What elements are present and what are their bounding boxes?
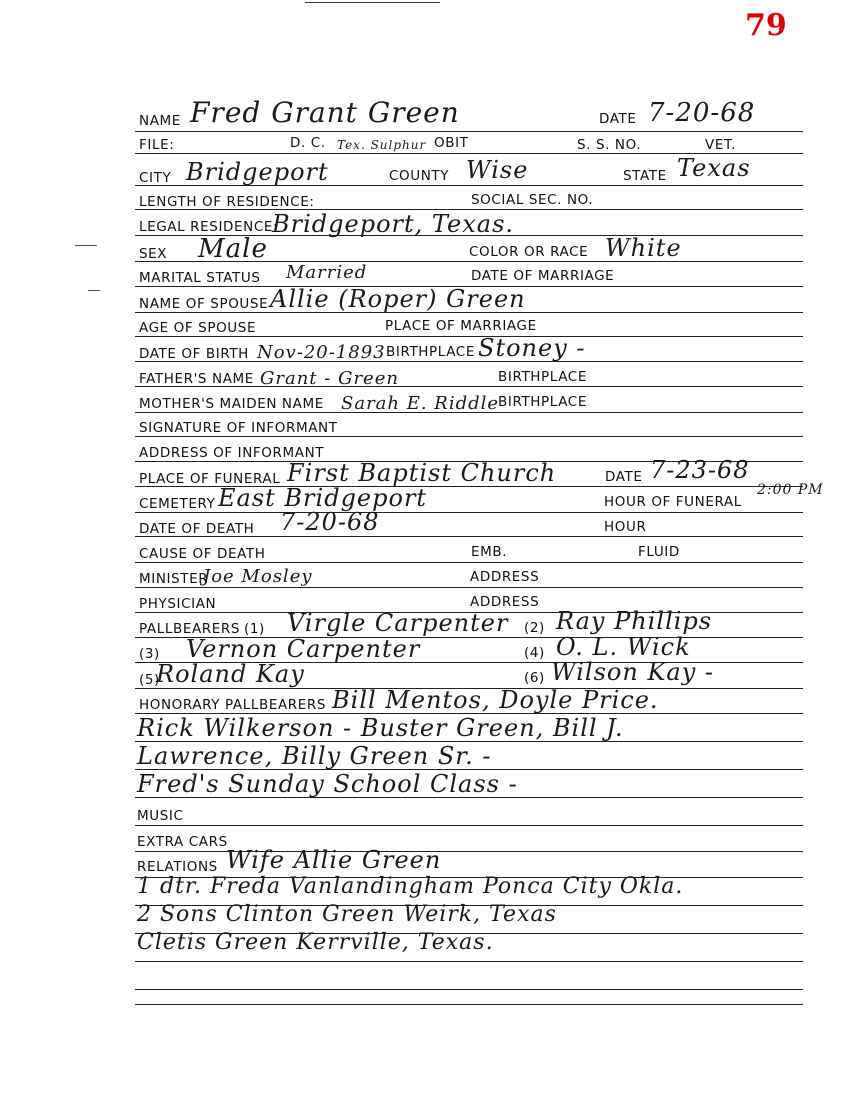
entry-dc: Tex. Sulphur (337, 138, 427, 152)
label-date-marriage: DATE OF MARRIAGE (471, 268, 615, 284)
label-pb4: (4) (524, 645, 545, 661)
label-extra-cars: EXTRA CARS (137, 834, 228, 850)
entry-pb3: Vernon Carpenter (186, 635, 421, 663)
page-number: 79 (745, 8, 787, 43)
label-dc: D. C. (290, 135, 326, 151)
label-file: FILE: (139, 137, 175, 153)
label-color-race: COLOR OR RACE (469, 244, 589, 260)
label-age-spouse: AGE OF SPOUSE (139, 320, 257, 336)
label-county: COUNTY (389, 168, 450, 184)
scan-mark (88, 290, 100, 291)
label-pb6: (6) (524, 670, 545, 686)
entry-honorary-2: Rick Wilkerson - Buster Green, Bill J. (137, 714, 624, 742)
entry-dob: Nov-20-1893 (257, 342, 386, 363)
label-father-birthplace: BIRTHPLACE (498, 369, 587, 385)
rule-age (135, 336, 803, 337)
rule-relations-5 (135, 989, 803, 990)
label-social-sec: SOCIAL SEC. NO. (471, 192, 594, 208)
entry-city: Bridgeport (186, 158, 329, 186)
label-cause: CAUSE OF DEATH (139, 546, 266, 562)
label-name: NAME (139, 113, 181, 129)
entry-date: 7-20-68 (648, 98, 756, 128)
entry-pb4: O. L. Wick (556, 633, 691, 661)
label-emb: EMB. (471, 544, 508, 560)
entry-hour-funeral: 2:00 PM (757, 482, 824, 498)
rule-relations-6 (135, 1004, 803, 1005)
label-city: CITY (139, 170, 172, 186)
label-spouse: NAME OF SPOUSE (139, 296, 269, 312)
label-pallbearers: PALLBEARERS (139, 621, 241, 637)
entry-birthplace: Stoney - (478, 334, 586, 362)
label-legal-residence: LEGAL RESIDENCE: (139, 219, 279, 235)
entry-father: Grant - Green (260, 368, 399, 389)
entry-honorary-3: Lawrence, Billy Green Sr. - (137, 742, 492, 770)
entry-relations-4: Cletis Green Kerrville, Texas. (137, 930, 494, 955)
label-honorary: HONORARY PALLBEARERS (139, 697, 327, 713)
entry-marital: Married (286, 262, 368, 283)
label-obit: OBIT (434, 135, 469, 151)
label-dob: DATE OF BIRTH (139, 346, 249, 362)
label-address-informant: ADDRESS OF INFORMANT (139, 445, 325, 461)
label-physician: PHYSICIAN (139, 596, 217, 612)
label-physician-address: ADDRESS (470, 594, 540, 610)
label-pb1: (1) (244, 621, 265, 637)
label-length-residence: LENGTH OF RESIDENCE: (139, 194, 315, 210)
entry-state: Texas (677, 154, 751, 182)
entry-mother: Sarah E. Riddle (341, 393, 500, 414)
rule-cemetery (135, 512, 803, 513)
rule-cause (135, 562, 803, 563)
label-mother-birthplace: BIRTHPLACE (498, 394, 587, 410)
entry-sex: Male (198, 234, 268, 264)
scan-mark (75, 245, 97, 246)
entry-color-race: White (605, 234, 682, 262)
entry-funeral-date: 7-23-68 (650, 456, 750, 484)
label-marital-status: MARITAL STATUS (139, 270, 261, 286)
label-place-funeral: PLACE OF FUNERAL (139, 471, 281, 487)
entry-pb2: Ray Phillips (556, 607, 713, 635)
entry-relations-1: Wife Allie Green (226, 846, 442, 874)
entry-legal-residence: Bridgeport, Texas. (272, 210, 515, 238)
label-hour: HOUR (604, 519, 647, 535)
entry-pb5: Roland Kay (156, 660, 305, 688)
entry-honorary-4: Fred's Sunday School Class - (137, 770, 518, 798)
entry-spouse: Allie (Roper) Green (270, 285, 526, 313)
label-music: MUSIC (137, 808, 184, 824)
label-birthplace: BIRTHPLACE (386, 344, 475, 360)
label-minister-address: ADDRESS (470, 569, 540, 585)
label-father: FATHER'S NAME (139, 371, 254, 387)
rule-name (135, 131, 803, 132)
entry-name: Fred Grant Green (190, 96, 460, 129)
entry-cemetery: East Bridgeport (218, 484, 428, 512)
label-state: STATE (623, 168, 667, 184)
entry-place-funeral: First Baptist Church (287, 459, 557, 487)
entry-relations-2: 1 dtr. Freda Vanlandingham Ponca City Okla. (137, 874, 684, 899)
label-relations: RELATIONS (137, 859, 218, 875)
entry-relations-3: 2 Sons Clinton Green Weirk, Texas (137, 902, 557, 927)
entry-minister: Joe Mosley (203, 566, 313, 587)
label-pb3: (3) (139, 646, 160, 662)
entry-dod: 7-20-68 (280, 508, 380, 536)
rule-signature (135, 436, 803, 437)
label-mother: MOTHER'S MAIDEN NAME (139, 396, 324, 412)
entry-county: Wise (466, 156, 529, 184)
label-minister: MINISTER (139, 571, 209, 587)
label-cemetery: CEMETERY (139, 496, 216, 512)
top-rule (305, 2, 440, 3)
label-place-marriage: PLACE OF MARRIAGE (385, 318, 537, 334)
label-sex: SEX (139, 246, 168, 262)
label-vet: VET. (705, 137, 737, 153)
label-ssno: S. S. NO. (577, 137, 642, 153)
entry-honorary-1: Bill Mentos, Doyle Price. (332, 686, 659, 714)
entry-pb1: Virgle Carpenter (287, 609, 509, 637)
entry-pb6: Wilson Kay - (551, 658, 714, 686)
label-date: DATE (599, 111, 637, 127)
label-funeral-date: DATE (605, 469, 643, 485)
label-hour-funeral: HOUR OF FUNERAL (604, 494, 742, 510)
rule-relations-4 (135, 961, 803, 962)
label-pb5: (5) (139, 672, 160, 688)
label-dod: DATE OF DEATH (139, 521, 255, 537)
label-pb2: (2) (524, 620, 545, 636)
rule-music (135, 825, 803, 826)
label-fluid: FLUID (638, 544, 680, 560)
rule-minister (135, 587, 803, 588)
label-signature-informant: SIGNATURE OF INFORMANT (139, 420, 338, 436)
